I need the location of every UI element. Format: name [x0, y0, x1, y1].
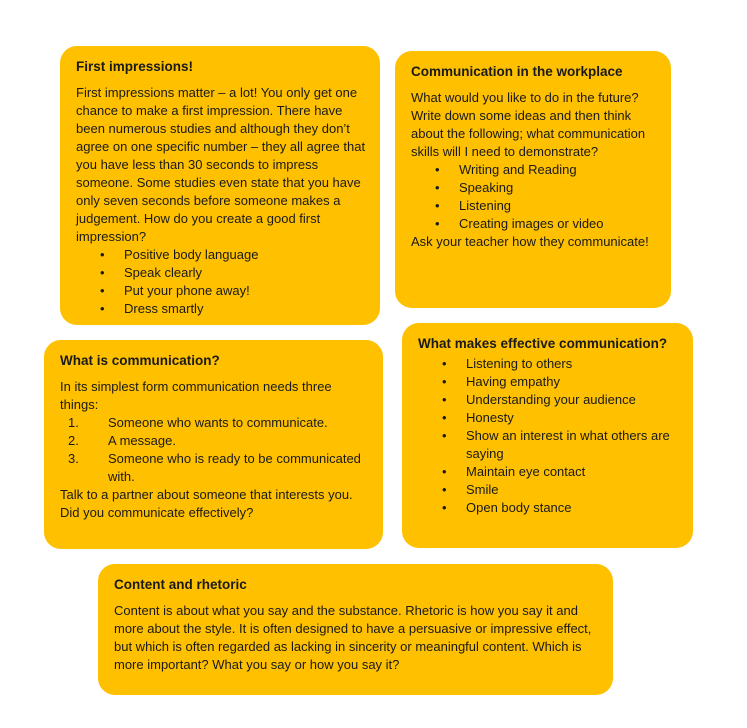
list-item: • Dress smartly — [76, 300, 366, 318]
list-item: • Speak clearly — [76, 264, 366, 282]
content-rhetoric-card — [97, 563, 614, 696]
workplace-body: What would you like to do in the future? Write down some ideas and then think about the following; what communication skills will I need to demonstrate? — [411, 90, 646, 159]
list-item — [60, 432, 369, 450]
list-item: • Speaking — [411, 179, 657, 197]
what-is-communication-title: What is communication? — [60, 353, 220, 368]
list-number: 1. — [68, 415, 79, 430]
list-number: 3. — [68, 451, 79, 466]
list-item: • Listening — [411, 197, 657, 215]
list-item: • Maintain eye contact — [418, 463, 679, 481]
list-item-text: Someone who is ready to be communicated with. — [108, 451, 361, 484]
effective-communication-title: What makes effective communication? — [418, 336, 668, 351]
list-item: • Creating images or video — [411, 215, 657, 233]
list-item: • Put your phone away! — [76, 282, 366, 300]
what-is-communication-card — [43, 339, 384, 550]
list-item: • Understanding your audience — [418, 391, 679, 409]
list-item-text: A message. — [108, 433, 176, 448]
first-impressions-list — [76, 246, 366, 318]
list-item-text: Someone who wants to communicate. — [108, 415, 328, 430]
list-item: • Open body stance — [418, 499, 679, 517]
list-item: • Show an interest in what others are saying — [418, 427, 679, 463]
list-item — [60, 450, 369, 486]
what-is-communication-footer: Talk to a partner about someone that interests you. Did you communicate effectively? — [60, 487, 353, 520]
first-impressions-card — [59, 45, 381, 326]
what-is-communication-body: In its simplest form communication needs three things: — [60, 379, 332, 412]
workplace-footer: Ask your teacher how they communicate! — [411, 234, 649, 249]
list-item: • Smile — [418, 481, 679, 499]
effective-communication-card — [401, 322, 694, 549]
list-item: • Writing and Reading — [411, 161, 657, 179]
content-rhetoric-body: Content is about what you say and the substance. Rhetoric is how you say it and more about the style. It is often designed to have a persuasive or impressive effect, but which is often regarded as lacking in sincerity or meaningful content. Which is more important? What you say or how you say it? — [114, 603, 592, 672]
workplace-card — [394, 50, 672, 309]
list-item: • Listening to others — [418, 355, 679, 373]
list-item — [60, 414, 369, 432]
content-rhetoric-title: Content and rhetoric — [114, 577, 247, 592]
workplace-title: Communication in the workplace — [411, 64, 623, 79]
what-is-communication-list — [60, 414, 369, 486]
list-number: 2. — [68, 433, 79, 448]
effective-communication-list — [418, 355, 679, 517]
workplace-list — [411, 161, 657, 233]
first-impressions-body: First impressions matter – a lot! You only get one chance to make a first impression. There have been numerous studies and although they don’t agree on one specific number – they all agree that you have less than 30 seconds to impress someone. Some studies even state that you have only seven seconds before someone makes a judgement. How do you create a good first impression? — [76, 85, 366, 244]
list-item: • Positive body language — [76, 246, 366, 264]
first-impressions-title: First impressions! — [76, 59, 194, 74]
list-item: • Having empathy — [418, 373, 679, 391]
list-item: • Honesty — [418, 409, 679, 427]
